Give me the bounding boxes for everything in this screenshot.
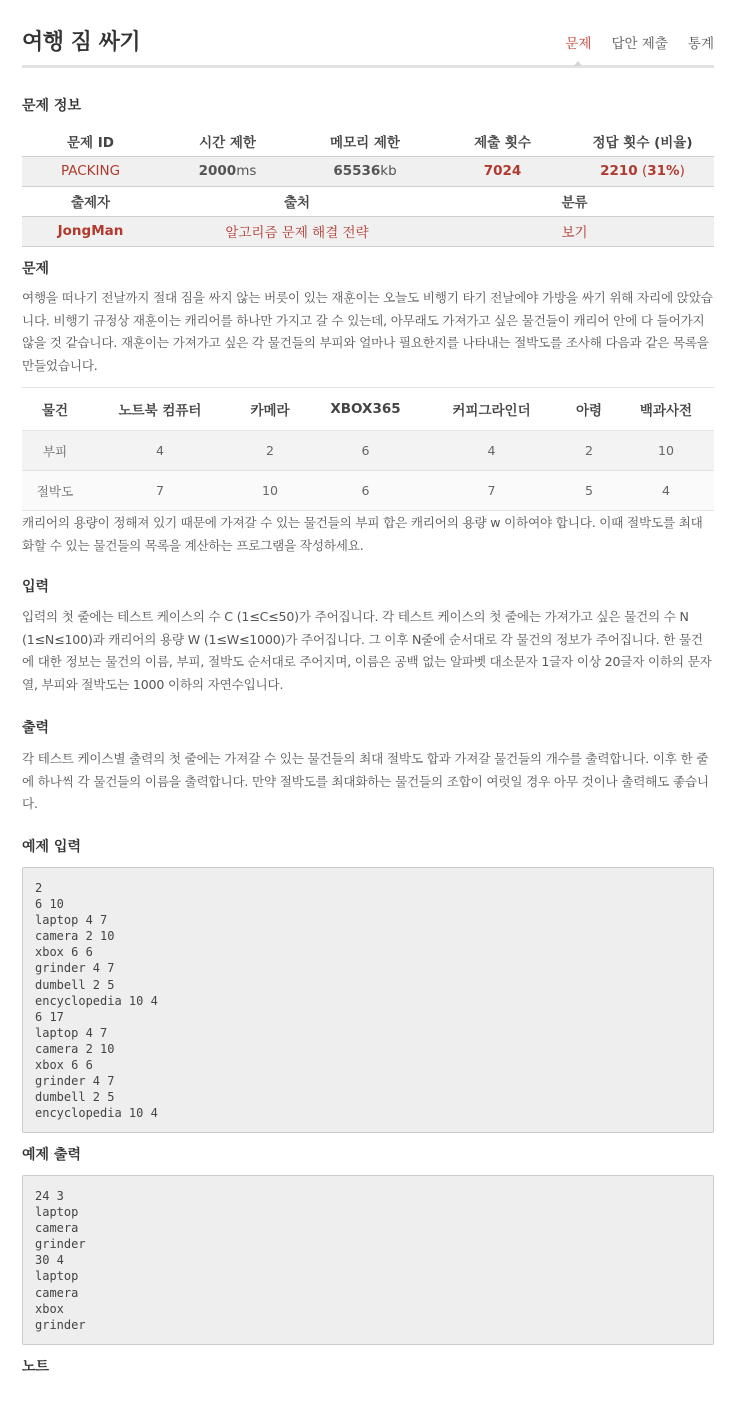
- time-limit-cell: [159, 156, 296, 186]
- items-header: 아령: [575, 403, 603, 419]
- items-cell: 6: [308, 431, 423, 471]
- items-cell: 2: [560, 431, 618, 471]
- items-table-wrap: [22, 387, 714, 511]
- input-heading: 입력: [22, 579, 50, 595]
- sample-output-box[interactable]: 24 3 laptop camera grinder 30 4 laptop camera xbox grinder: [22, 1175, 714, 1345]
- items-cell: 부피: [22, 431, 88, 471]
- accepted-cell: [571, 156, 714, 186]
- submissions-cell: [434, 156, 571, 186]
- items-cell: 4: [88, 431, 232, 471]
- memory-limit-value: 65536: [333, 163, 381, 179]
- header-problem-id: 문제 ID: [66, 134, 114, 151]
- page-header: [22, 0, 714, 68]
- time-limit-unit: ms: [236, 163, 257, 179]
- category-cell: [435, 216, 714, 246]
- items-cell: 6: [308, 471, 423, 511]
- category-toggle[interactable]: 보기: [561, 225, 588, 241]
- problem-heading: 문제: [22, 261, 50, 277]
- items-table: [22, 387, 714, 511]
- tab-problem[interactable]: 문제: [565, 32, 591, 52]
- items-header: 노트북 컴퓨터: [118, 403, 202, 419]
- items-cell: 2: [232, 431, 308, 471]
- problem-nav: [565, 32, 714, 52]
- info-table-2: [22, 186, 714, 247]
- memory-limit-unit: kb: [380, 163, 397, 179]
- problem-paragraph-1: 여행을 떠나기 전날까지 절대 짐을 싸지 않는 버릇이 있는 재훈이는 오늘도 비행기 타기 전날에야 가방을 싸기 위해 자리에 앉았습니다. 비행기 규정상 재훈이는 캐리어를 하나만 가지고 갈 수 있는데, 아무래도 가져가고 싶은 물건들이 캐리어 안에 다 들어가지 않을 것 같습니다. 재훈이는 가져가고 싶은 각 물건들의 부피와 얼마나 필요한지를 나타내는 절박도를 조사해 다음과 같은 목록을 만들었습니다.: [22, 290, 713, 373]
- problem-id: PACKING: [60, 163, 121, 179]
- header-category: 분류: [561, 194, 588, 211]
- submissions-link[interactable]: 7024: [483, 163, 522, 179]
- sample-input-heading: 예제 입력: [22, 839, 81, 855]
- items-cell: 4: [423, 431, 560, 471]
- items-header: 카메라: [250, 403, 290, 419]
- memory-limit-cell: [296, 156, 434, 186]
- header-submissions: 제출 횟수: [474, 134, 531, 151]
- table-row: [22, 471, 714, 511]
- accepted-ratio: 31%: [647, 163, 680, 179]
- input-text: 입력의 첫 줄에는 테스트 케이스의 수 C (1≤C≤50)가 주어집니다. 각 테스트 케이스의 첫 줄에는 가져가고 싶은 물건의 수 N (1≤N≤100)과 캐리어의 용량 W (1≤W≤1000)가 주어집니다. 그 이후 N줄에 순서대로 각 물건의 정보가 주어집니다. 한 물건에 대한 정보는 물건의 이름, 부피, 절박도 순서대로 주어지며, 이름은 공백 없는 알파벳 대소문자 1글자 이상 20글자 이하의 문자열, 부피와 절박도는 1000 이하의 자연수입니다.: [22, 609, 712, 692]
- sample-output-heading: 예제 출력: [22, 1147, 81, 1163]
- ratio-close: ): [679, 163, 685, 179]
- items-header: 커피그라인더: [452, 403, 531, 419]
- problem-paragraph-2: 캐리어의 용량이 정해져 있기 때문에 가져갈 수 있는 물건들의 부피 합은 캐리어의 용량 w 이하여야 합니다. 이때 절박도를 최대화할 수 있는 물건들의 목록을 계산하는 프로그램을 작성하세요.: [22, 515, 703, 553]
- items-cell: 7: [423, 471, 560, 511]
- problem-id-cell: [22, 156, 159, 186]
- output-heading: 출력: [22, 720, 50, 736]
- tab-submit[interactable]: 답안 제출: [611, 36, 668, 52]
- page-title: 여행 짐 싸기: [22, 30, 141, 55]
- author-cell: [22, 216, 159, 246]
- header-source: 출처: [283, 194, 311, 211]
- output-text: 각 테스트 케이스별 출력의 첫 줄에는 가져갈 수 있는 물건들의 최대 절박도 합과 가져갈 물건들의 개수를 출력합니다. 이후 한 줄에 하나씩 각 물건들의 이름을 출력합니다. 만약 절박도를 최대화하는 물건들의 조합이 여럿일 경우 아무 것이나 출력해도 좋습니다.: [22, 751, 709, 811]
- accepted-link[interactable]: 2210: [600, 163, 638, 179]
- header-time-limit: 시간 제한: [199, 134, 256, 151]
- source-link[interactable]: 알고리즘 문제 해결 전략: [225, 225, 369, 241]
- table-row: [22, 431, 714, 471]
- header-accepted: 정답 횟수 (비율): [592, 134, 693, 151]
- header-author: 출제자: [70, 194, 111, 211]
- items-header: 물건: [41, 403, 69, 419]
- time-limit-value: 2000: [198, 163, 237, 179]
- header-memory-limit: 메모리 제한: [330, 134, 400, 151]
- sample-input-box[interactable]: 2 6 10 laptop 4 7 camera 2 10 xbox 6 6 grinder 4 7 dumbell 2 5 encyclopedia 10 4 6 17 laptop 4 7 camera 2 10 xbox 6 6 grinder 4 7 dumbell 2 5 encyclopedia 10 4: [22, 867, 714, 1133]
- items-header: XBOX365: [330, 401, 401, 417]
- info-heading: 문제 정보: [22, 98, 81, 114]
- items-cell: 4: [618, 471, 714, 511]
- items-header: 백과사전: [639, 403, 693, 419]
- info-table-1: [22, 126, 714, 187]
- items-cell: 10: [232, 471, 308, 511]
- author-link[interactable]: JongMan: [57, 223, 124, 239]
- items-cell: 5: [560, 471, 618, 511]
- items-cell: 7: [88, 471, 232, 511]
- items-cell: 10: [618, 431, 714, 471]
- source-cell: [159, 216, 435, 246]
- tab-stats[interactable]: 통계: [687, 36, 714, 52]
- items-cell: 절박도: [22, 471, 88, 511]
- ratio-open: (: [641, 163, 648, 179]
- note-heading: 노트: [22, 1359, 50, 1375]
